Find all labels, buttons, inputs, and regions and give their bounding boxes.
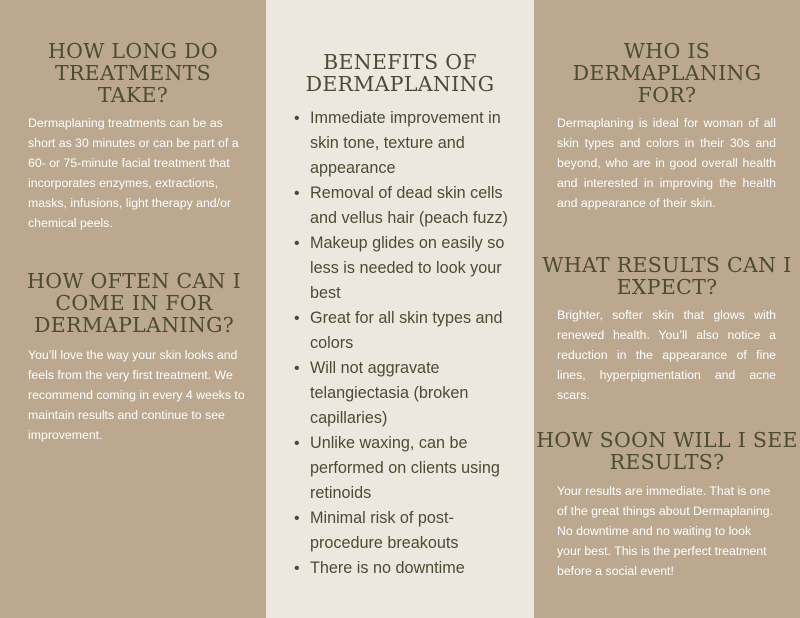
expected-results-heading: WHAT RESULTS CAN I EXPECT? (542, 253, 792, 299)
benefit-text: Great for all skin types and colors (310, 309, 503, 352)
expected-results-text: Brighter, softer skin that glows with renewed health. You’ll also notice a reduction in the appearance of fine lines, hyperpigmentation and acne scars. (557, 308, 776, 402)
benefits-heading: BENEFITS OF DERMAPLANING (305, 50, 495, 96)
benefit-text: Unlike waxing, can be performed on clients using retinoids (310, 434, 500, 502)
who-is-it-for-text: Dermaplaning is ideal for woman of all skin types and colors in their 30s and beyond, who are in good overall health and interested in improving the health and appearance of their skin. (557, 116, 776, 210)
benefit-item (296, 306, 526, 356)
benefit-text: There is no downtime (310, 559, 465, 577)
treatment-duration-heading: HOW LONG DO TREATMENTS TAKE? (47, 39, 219, 107)
right-panel (534, 0, 800, 618)
bullet-icon: • (294, 235, 300, 252)
benefit-item (296, 556, 526, 581)
treatment-frequency-heading: HOW OFTEN CAN I COME IN FOR DERMAPLANING? (27, 269, 241, 337)
benefit-text: Makeup glides on easily so less is needed to look your best (310, 234, 505, 302)
bullet-icon: • (294, 110, 300, 127)
benefit-item (296, 181, 526, 231)
benefit-item (296, 356, 526, 431)
bullet-icon: • (294, 435, 300, 452)
bullet-icon: • (294, 360, 300, 377)
bullet-icon: • (294, 510, 300, 527)
treatment-duration-text: Dermaplaning treatments can be as short as 30 minutes or can be part of a 60- or 75-minute facial treatment that incorporates enzymes, extractions, masks, infusions, light therapy and/or chemical peels. (28, 116, 239, 230)
benefit-item (296, 231, 526, 306)
benefits-list (296, 106, 526, 581)
benefit-item (296, 506, 526, 556)
results-timing-text: Your results are immediate. That is one of the great things about Dermaplaning. No downtime and no waiting to look your best. This is the perfect treatment before a social event! (557, 484, 774, 578)
bullet-icon: • (294, 185, 300, 202)
results-timing-heading: HOW SOON WILL I SEE RESULTS? (536, 428, 798, 474)
treatment-frequency-text: You’ll love the way your skin looks and feels from the very first treatment. We recommend coming in every 4 weeks to maintain results and continue to see improvement. (28, 348, 245, 442)
bullet-icon: • (294, 310, 300, 327)
middle-panel (266, 0, 534, 618)
benefit-item (296, 106, 526, 181)
benefit-text: Removal of dead skin cells and vellus hair (peach fuzz) (310, 184, 508, 227)
who-is-it-for-heading: WHO IS DERMAPLANING FOR? (572, 39, 762, 107)
benefit-item (296, 431, 526, 506)
benefit-text: Will not aggravate telangiectasia (broken capillaries) (310, 359, 469, 427)
left-panel (0, 0, 266, 618)
benefit-text: Immediate improvement in skin tone, texture and appearance (310, 109, 501, 177)
bullet-icon: • (294, 560, 300, 577)
benefit-text: Minimal risk of post-procedure breakouts (310, 509, 459, 552)
